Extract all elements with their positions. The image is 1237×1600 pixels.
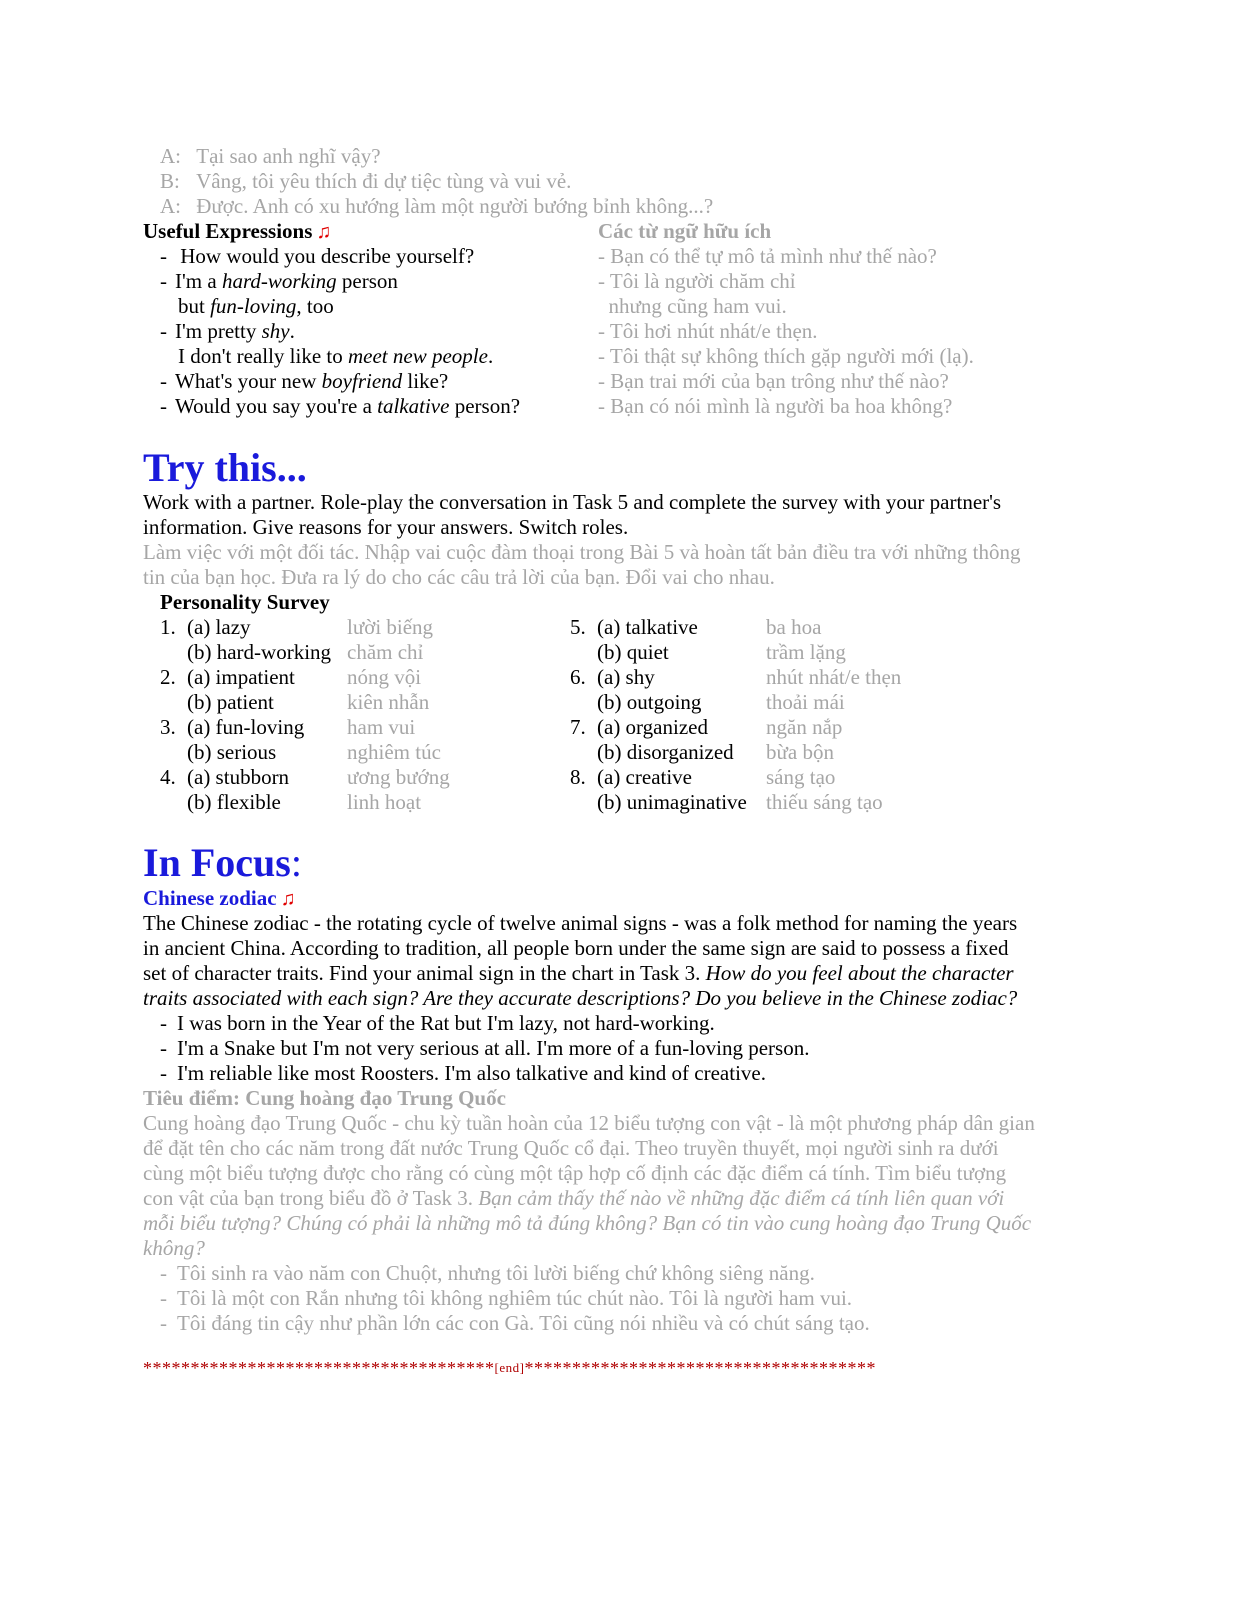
survey-option-b: (b) unimaginative — [597, 790, 747, 814]
paragraph-en: set of character traits. Find your animal sign in the chart in Task 3. How do you feel about the character — [143, 961, 1014, 985]
expression-en: - I'm pretty shy. — [160, 319, 295, 343]
expression-en: - How would you describe yourself? — [160, 244, 475, 268]
paragraph-en: in ancient China. According to tradition, all people born under the same sign are said to possess a fixed — [143, 936, 1009, 960]
bullet-en: - I'm a Snake but I'm not very serious at all. I'm more of a fun-loving person. — [160, 1036, 810, 1060]
speaker-label: B: — [160, 169, 180, 193]
speaker-label: A: — [160, 144, 181, 168]
survey-option-a-vi: ham vui — [347, 715, 416, 739]
survey-option-b-vi: bừa bộn — [766, 740, 834, 764]
survey-option-a-vi: nóng vội — [347, 665, 422, 689]
survey-item-number: 1. — [160, 615, 176, 639]
bullet-vi: - Tôi sinh ra vào năm con Chuột, nhưng tôi lười biếng chứ không siêng năng. — [160, 1261, 815, 1285]
bullet-en: - I was born in the Year of the Rat but I'm lazy, not hard-working. — [160, 1011, 715, 1035]
survey-title: Personality Survey — [160, 590, 330, 614]
survey-option-b: (b) disorganized — [597, 740, 734, 764]
instruction-vi: tin của bạn học. Đưa ra lý do cho các câu trả lời của bạn. Đổi vai cho nhau. — [143, 565, 775, 589]
survey-option-b: (b) patient — [187, 690, 274, 714]
paragraph-vi: con vật của bạn trong biểu đồ ở Task 3. Bạn cảm thấy thế nào về những đặc điểm cá tính liên quan với — [143, 1186, 1005, 1210]
survey-option-a: (a) stubborn — [187, 765, 290, 789]
survey-option-b-vi: kiên nhẫn — [347, 690, 430, 714]
survey-option-b: (b) hard-working — [187, 640, 332, 664]
paragraph-en: traits associated with each sign? Are they accurate descriptions? Do you believe in the Chinese zodiac? — [143, 986, 1018, 1010]
paragraph-vi: không? — [143, 1236, 205, 1260]
in-focus-title-vi: Tiêu điểm: Cung hoàng đạo Trung Quốc — [143, 1086, 506, 1110]
survey-option-a: (a) fun-loving — [187, 715, 305, 739]
chinese-zodiac-subheading: Chinese zodiac ♫ — [143, 886, 296, 910]
useful-expressions-title: Useful Expressions ♫ — [143, 219, 332, 243]
expression-en: - I'm a hard-working person — [160, 269, 398, 293]
survey-option-b-vi: thoải mái — [766, 690, 845, 714]
survey-option-a-vi: sáng tạo — [766, 765, 836, 789]
instruction-vi: Làm việc với một đối tác. Nhập vai cuộc đàm thoại trong Bài 5 và hoàn tất bản điều tra với những thông — [143, 540, 1021, 564]
paragraph-vi: Cung hoàng đạo Trung Quốc - chu kỳ tuần hoàn của 12 biểu tượng con vật - là một phương pháp dân gian — [143, 1111, 1035, 1135]
survey-option-a-vi: nhút nhát/e thẹn — [766, 665, 902, 689]
expression-en: but fun-loving, too — [178, 294, 334, 318]
survey-option-b: (b) quiet — [597, 640, 669, 664]
survey-item-number: 8. — [570, 765, 586, 789]
expression-en: - What's your new boyfriend like? — [160, 369, 449, 393]
survey-item-number: 3. — [160, 715, 176, 739]
end-tag: [end] — [494, 1360, 525, 1375]
survey-option-b-vi: trầm lặng — [766, 640, 846, 664]
paragraph-vi: mỗi biểu tượng? Chúng có phải là những mô tả đúng không? Bạn có tin vào cung hoàng đạo Trung Quốc — [143, 1211, 1032, 1235]
try-this-heading: Try this... — [143, 445, 307, 490]
dialogue-line — [160, 144, 381, 169]
instruction-en: Work with a partner. Role-play the conversation in Task 5 and complete the survey with your partner's — [143, 490, 1002, 514]
survey-option-a: (a) talkative — [597, 615, 698, 639]
expression-vi: - Bạn trai mới của bạn trông như thế nào? — [598, 369, 949, 393]
survey-option-b-vi: chăm chỉ — [347, 640, 424, 664]
end-divider: *************************************[end]************************************* — [143, 1358, 876, 1378]
survey-option-b-vi: nghiêm túc — [347, 740, 441, 764]
survey-option-a-vi: ngăn nắp — [766, 715, 843, 739]
survey-option-a-vi: ba hoa — [766, 615, 822, 639]
dialogue-text: Được. Anh có xu hướng làm một người bướng bỉnh không...? — [196, 194, 714, 218]
survey-option-a: (a) lazy — [187, 615, 251, 639]
bullet-vi: - Tôi là một con Rắn nhưng tôi không nghiêm túc chút nào. Tôi là người ham vui. — [160, 1286, 853, 1310]
bullet-en: - I'm reliable like most Roosters. I'm also talkative and kind of creative. — [160, 1061, 766, 1085]
music-note-icon: ♫ — [280, 888, 296, 910]
survey-item-number: 5. — [570, 615, 586, 639]
survey-item-number: 7. — [570, 715, 586, 739]
survey-option-a-vi: lười biếng — [347, 615, 434, 639]
dialogue-text: Vâng, tôi yêu thích đi dự tiệc tùng và vui vẻ. — [196, 169, 572, 193]
dialogue-text: Tại sao anh nghĩ vậy? — [196, 144, 381, 168]
survey-option-b: (b) serious — [187, 740, 277, 764]
survey-option-a: (a) impatient — [187, 665, 295, 689]
expression-vi: - Bạn có nói mình là người ba hoa không? — [598, 394, 953, 418]
survey-option-a: (a) creative — [597, 765, 693, 789]
dialogue-line — [160, 194, 713, 219]
survey-option-b-vi: linh hoạt — [347, 790, 422, 814]
survey-option-a: (a) organized — [597, 715, 708, 739]
expression-vi: - Bạn có thể tự mô tả mình như thế nào? — [598, 244, 937, 268]
speaker-label: A: — [160, 194, 181, 218]
expression-vi: nhưng cũng ham vui. — [598, 294, 787, 318]
useful-expressions-title-vi: Các từ ngữ hữu ích — [598, 219, 772, 243]
survey-item-number: 6. — [570, 665, 586, 689]
expression-en: I don't really like to meet new people. — [178, 344, 494, 368]
expression-vi: - Tôi thật sự không thích gặp người mới (lạ). — [598, 344, 974, 368]
paragraph-en: The Chinese zodiac - the rotating cycle of twelve animal signs - was a folk method for naming the years — [143, 911, 1018, 935]
survey-option-a: (a) shy — [597, 665, 655, 689]
music-note-icon: ♫ — [316, 221, 332, 243]
paragraph-vi: để đặt tên cho các năm trong đất nước Trung Quốc cổ đại. Theo truyền thuyết, mọi người sinh ra dưới — [143, 1136, 999, 1160]
dialogue-line — [160, 169, 571, 194]
survey-item-number: 2. — [160, 665, 176, 689]
expression-vi: - Tôi hơi nhút nhát/e thẹn. — [598, 319, 818, 343]
expression-en: - Would you say you're a talkative person? — [160, 394, 521, 418]
instruction-en: information. Give reasons for your answers. Switch roles. — [143, 515, 629, 539]
expression-vi: - Tôi là người chăm chỉ — [598, 269, 796, 293]
survey-option-b: (b) flexible — [187, 790, 281, 814]
survey-item-number: 4. — [160, 765, 176, 789]
paragraph-vi: cùng một biểu tượng được cho rằng có cùng một tập hợp cố định các đặc điểm cá tính. Tìm biểu tượng — [143, 1161, 1007, 1185]
bullet-vi: - Tôi đáng tin cậy như phần lớn các con Gà. Tôi cũng nói nhiều và có chút sáng tạo. — [160, 1311, 870, 1335]
survey-option-a-vi: ương bướng — [347, 765, 450, 789]
survey-option-b-vi: thiếu sáng tạo — [766, 790, 883, 814]
in-focus-heading: In Focus: — [143, 840, 302, 885]
survey-option-b: (b) outgoing — [597, 690, 702, 714]
